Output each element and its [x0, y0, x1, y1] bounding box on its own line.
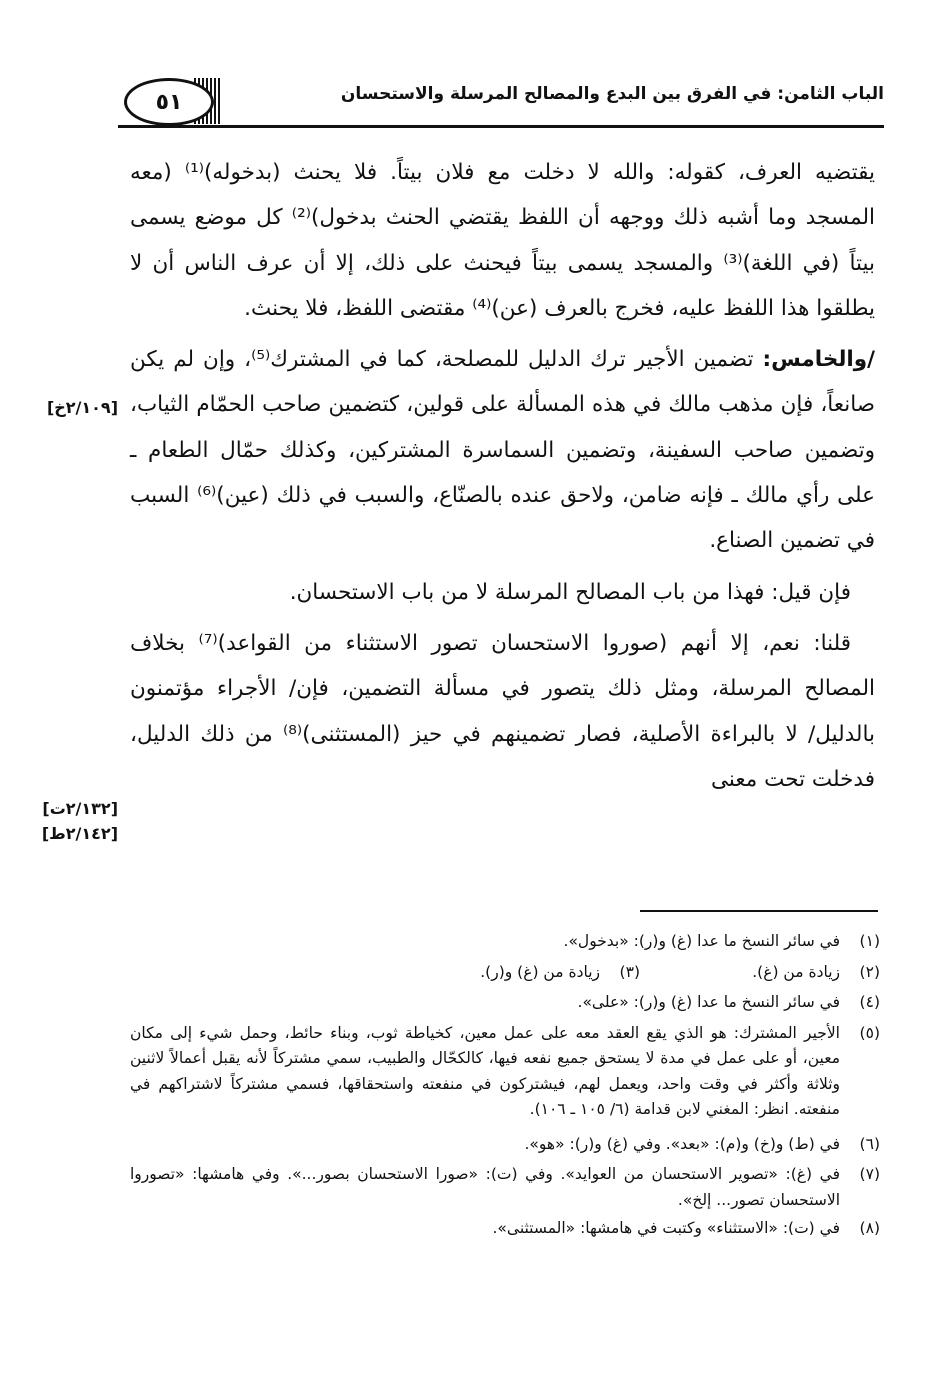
footnote-number: (٥): [859, 1023, 880, 1042]
paragraph-4: قلنا: نعم، إلا أنهم (صوروا الاستحسان تصور الاستثناء من القواعد)⁽⁷⁾ بخلاف المصالح المرسلة، ومثل ذلك يتصور في مسألة التضمين، فإن/ الأجراء مؤتمنون بالدليل/ لا بالبراءة الأصلية، فصار تضمينهم في حيز (المستثنى)⁽⁸⁾ من ذلك الدليل، فدخلت تحت معنى: [130, 630, 875, 792]
header-rule: [118, 125, 884, 128]
footnote-number: (٨): [859, 1219, 880, 1237]
footnote-number: (١): [859, 932, 880, 950]
page-number: ٥١: [124, 78, 214, 126]
footnote-3: [430, 957, 640, 988]
footnote-number: (٦): [859, 1134, 880, 1153]
footnote-text: الأجير المشترك: هو الذي يقع العقد معه على عمل معين، كخياطة ثوب، وبناء حائط، وحمل شيء إلى مكان معين، أو على عمل في مدة لا يستحق جميع نفعه فيها، كالكحّال والطبيب، سمي مشتركاً لأنه يقبل أعمالاً لاثنين وثلاثة وأكثر في وقت واحد، ويعمل لهم، فيشتركون في منفعته واستحقاقها، فسمي مشتركاً لاشتراكهم في منفعته. انظر: المغني لابن قدامة (٦/ ١٠٥ ـ ١٠٦).: [130, 1023, 840, 1118]
footnote-number: (٣): [619, 962, 640, 981]
footnote-text: في سائر النسخ ما عدا (غ) و(ر): «على».: [577, 993, 840, 1011]
margin-marker-ta: [٢/١٤٢ط]: [41, 824, 118, 843]
footnotes: [130, 926, 880, 1244]
footnote-4: [130, 987, 880, 1018]
paragraph-1: يقتضيه العرف، كقوله: والله لا دخلت مع فلان بيتاً. فلا يحنث (بدخوله)⁽¹⁾ (معه المسجد وما أشبه ذلك ووجهه أن اللفظ يقتضي الحنث بدخول)⁽²⁾ كل موضع يسمى بيتاً (في اللغة)⁽³⁾ والمسجد يسمى بيتاً فيحنث على ذلك، إلا أن عرف الناس أن لا يطلقوا هذا اللفظ عليه، فخرج بالعرف (عن)⁽⁴⁾ مقتضى اللفظ، فلا يحنث.: [130, 160, 875, 321]
footnote-1: [130, 926, 880, 957]
footnote-6: [130, 1129, 880, 1160]
footnote-5: [130, 1018, 880, 1123]
footnote-7: [130, 1159, 880, 1213]
footnote-separator: [640, 910, 878, 912]
footnote-number: (٤): [859, 993, 880, 1011]
footnote-text: في (ط) و(خ) و(م): «بعد». وفي (غ) و(ر): «هو».: [524, 1134, 840, 1153]
footnote-number: (٢): [859, 962, 880, 981]
footnote-2: [670, 957, 880, 988]
paragraph-2: [130, 337, 875, 563]
paragraph-2-text: تضمين الأجير ترك الدليل للمصلحة، كما في المشترك⁽⁵⁾، وإن لم يكن صانعاً، فإن مذهب مالك في هذه المسألة على قولين، كتضمين صاحب الحمّام الثياب، وتضمين صاحب السفينة، وتضمين السماسرة المشتركين، وكذلك حمّال الطعام ـ على رأي مالك ـ فإنه ضامن، ولاحق عنده بالصنّاع، والسبب في ذلك (عين)⁽⁶⁾ السبب في تضمين الصناع.: [130, 347, 876, 554]
paragraph-3: فإن قيل: فهذا من باب المصالح المرسلة لا من باب الاستحسان.: [289, 579, 851, 605]
footnote-text: زيادة من (غ).: [752, 962, 840, 981]
footnote-number: (٧): [859, 1165, 880, 1183]
footnote-pair-2-3: [130, 957, 880, 988]
fifth-label: /والخامس:: [762, 347, 875, 373]
footnote-8: [130, 1213, 880, 1244]
footnote-text: في (ت): «الاستثناء» وكتبت في هامشها: «المستثنى».: [492, 1219, 840, 1237]
main-text: [130, 150, 875, 802]
footnote-text: في سائر النسخ ما عدا (غ) و(ر): «بدخول».: [563, 932, 840, 950]
margin-marker-t: [٢/١٣٢ت]: [42, 799, 118, 818]
footnote-text: زيادة من (غ) و(ر).: [480, 962, 600, 981]
margin-marker-kh: [٢/١٠٩خ]: [46, 398, 118, 417]
chapter-title: الباب الثامن: في الفرق بين البدع والمصالح المرسلة والاستحسان: [340, 84, 884, 104]
footnote-text: في (غ): «تصوير الاستحسان من العوايد». وفي (ت): «صورا الاستحسان بصور...». وفي هامشها: «تصوروا الاستحسان تصور... إلخ».: [130, 1165, 840, 1209]
running-header: [118, 70, 884, 128]
